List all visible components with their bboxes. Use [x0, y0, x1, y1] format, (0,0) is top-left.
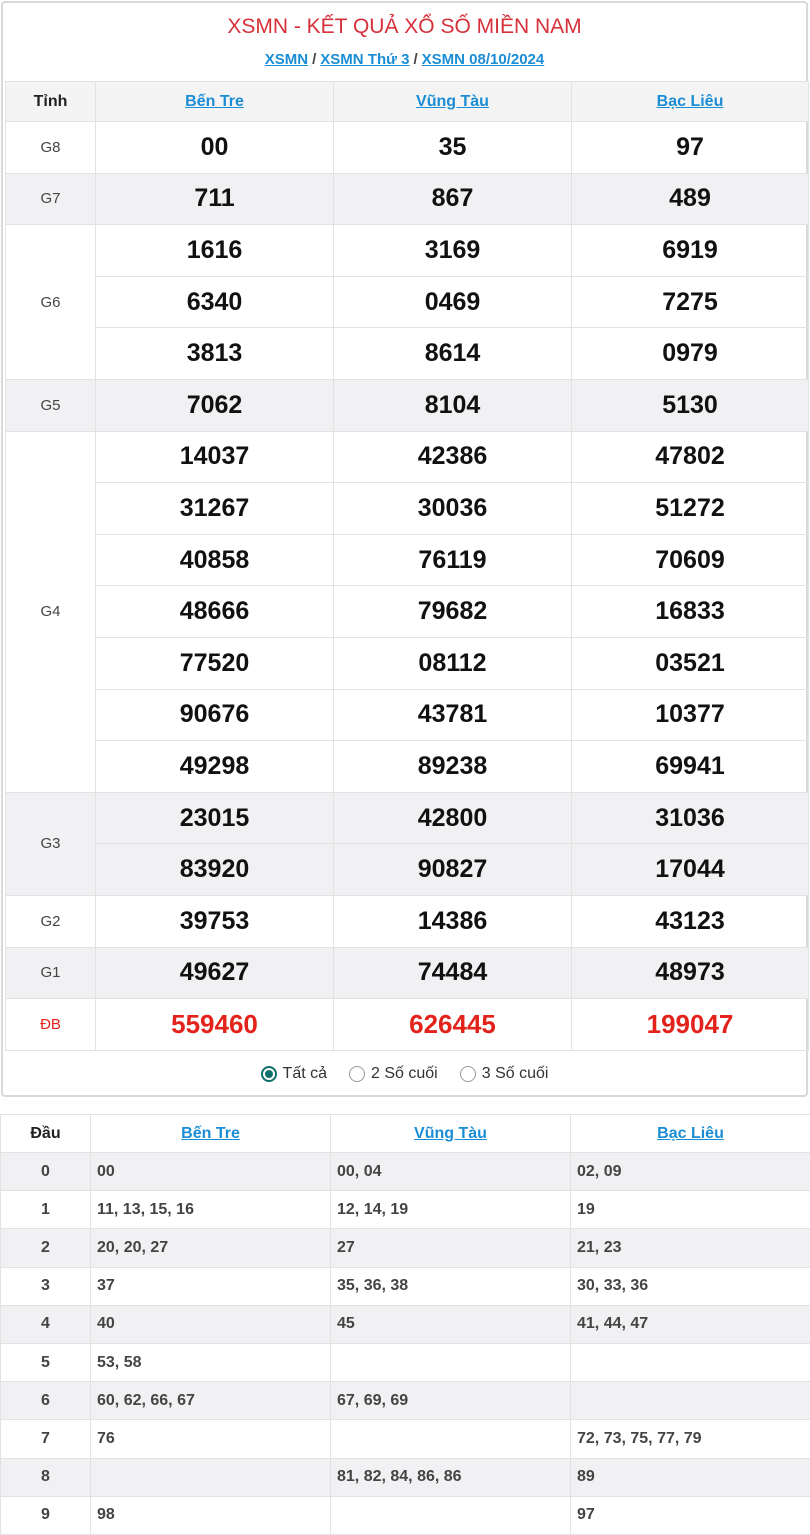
prize-number: 40858	[96, 534, 334, 586]
results-header-row	[6, 82, 809, 122]
prize-number: 39753	[96, 895, 334, 947]
prize-number: 3813	[96, 328, 334, 380]
prize-number: 7275	[572, 276, 809, 328]
filter-option-last-3[interactable]	[460, 1065, 549, 1083]
prize-number: 16833	[572, 586, 809, 638]
head-digit: 8	[1, 1458, 91, 1496]
radio-selected-icon[interactable]	[261, 1066, 277, 1082]
loto-values: 37	[91, 1267, 331, 1305]
head-digit: 3	[1, 1267, 91, 1305]
breadcrumb	[3, 51, 806, 73]
prize-number: 43123	[572, 895, 809, 947]
loto-values	[331, 1343, 571, 1381]
loto-row	[1, 1267, 810, 1305]
prize-row	[6, 792, 809, 844]
loto-values: 20, 20, 27	[91, 1229, 331, 1267]
loto-values: 12, 14, 19	[331, 1191, 571, 1229]
loto-values	[331, 1420, 571, 1458]
prize-row	[6, 328, 809, 380]
page-title: XSMN - KẾT QUẢ XỔ SỐ MIỀN NAM	[3, 15, 806, 41]
loto-values: 60, 62, 66, 67	[91, 1382, 331, 1420]
prize-number: 30036	[334, 483, 572, 535]
breadcrumb-separator: /	[413, 51, 417, 68]
loto-values: 35, 36, 38	[331, 1267, 571, 1305]
prize-number: 90676	[96, 689, 334, 741]
prize-number: 49298	[96, 741, 334, 793]
loto-values: 72, 73, 75, 77, 79	[571, 1420, 810, 1458]
loto-row	[1, 1343, 810, 1381]
prize-label: G6	[6, 225, 96, 380]
breadcrumb-separator: /	[312, 51, 316, 68]
loto-row	[1, 1458, 810, 1496]
prize-number: 8614	[334, 328, 572, 380]
prize-number: 35	[334, 122, 572, 174]
filter-option-label: 3 Số cuối	[482, 1065, 549, 1083]
column-header-head-digit: Đầu	[1, 1115, 91, 1153]
prize-row	[6, 999, 809, 1051]
prize-row	[6, 431, 809, 483]
loto-values: 19	[571, 1191, 810, 1229]
radio-icon[interactable]	[349, 1066, 365, 1082]
loto-row	[1, 1229, 810, 1267]
prize-number: 7062	[96, 379, 334, 431]
province-link[interactable]: Bạc Liêu	[657, 1125, 724, 1142]
prize-number: 867	[334, 173, 572, 225]
prize-number: 89238	[334, 741, 572, 793]
prize-number: 8104	[334, 379, 572, 431]
prize-row	[6, 637, 809, 689]
loto-row	[1, 1496, 810, 1534]
head-digit: 6	[1, 1382, 91, 1420]
prize-number: 6340	[96, 276, 334, 328]
loto-values: 00, 04	[331, 1153, 571, 1191]
loto-values: 67, 69, 69	[331, 1382, 571, 1420]
head-digit: 9	[1, 1496, 91, 1534]
prize-number: 70609	[572, 534, 809, 586]
prize-number: 6919	[572, 225, 809, 277]
filter-option-label: 2 Số cuối	[371, 1065, 438, 1083]
head-digit: 1	[1, 1191, 91, 1229]
results-table	[5, 81, 809, 1051]
prize-row	[6, 225, 809, 277]
loto-row	[1, 1382, 810, 1420]
breadcrumb-link-xsmn[interactable]: XSMN	[265, 51, 308, 68]
loto-values: 11, 13, 15, 16	[91, 1191, 331, 1229]
column-header-province-3	[572, 82, 809, 122]
prize-number: 0979	[572, 328, 809, 380]
prize-number: 83920	[96, 844, 334, 896]
prize-number: 42800	[334, 792, 572, 844]
prize-number: 1616	[96, 225, 334, 277]
prize-number: 69941	[572, 741, 809, 793]
filter-option-last-2[interactable]	[349, 1065, 438, 1083]
prize-number: 49627	[96, 947, 334, 999]
loto-values	[91, 1458, 331, 1496]
prize-row	[6, 122, 809, 174]
loto-head-table	[0, 1114, 810, 1535]
digit-filter	[3, 1063, 806, 1085]
prize-number: 23015	[96, 792, 334, 844]
prize-label: G2	[6, 895, 96, 947]
prize-number: 00	[96, 122, 334, 174]
filter-option-all[interactable]	[261, 1065, 327, 1083]
loto-values: 89	[571, 1458, 810, 1496]
prize-number: 48666	[96, 586, 334, 638]
prize-number: 79682	[334, 586, 572, 638]
loto-row	[1, 1305, 810, 1343]
loto-values: 76	[91, 1420, 331, 1458]
loto-values	[571, 1343, 810, 1381]
prize-number: 51272	[572, 483, 809, 535]
province-link[interactable]: Vũng Tàu	[416, 93, 489, 110]
prize-number: 14037	[96, 431, 334, 483]
province-link[interactable]: Vũng Tàu	[414, 1125, 487, 1142]
prize-number: 199047	[572, 999, 809, 1051]
loto-values: 98	[91, 1496, 331, 1534]
prize-number: 77520	[96, 637, 334, 689]
prize-label: G7	[6, 173, 96, 225]
province-link[interactable]: Bến Tre	[185, 93, 244, 110]
prize-label: ĐB	[6, 999, 96, 1051]
prize-row	[6, 534, 809, 586]
prize-number: 47802	[572, 431, 809, 483]
column-header-province: Tỉnh	[6, 82, 96, 122]
loto-values: 45	[331, 1305, 571, 1343]
prize-number: 76119	[334, 534, 572, 586]
loto-values: 97	[571, 1496, 810, 1534]
prize-row	[6, 173, 809, 225]
prize-number: 31036	[572, 792, 809, 844]
loto-column-header-3	[571, 1115, 810, 1153]
loto-column-header-1	[91, 1115, 331, 1153]
loto-values: 53, 58	[91, 1343, 331, 1381]
prize-row	[6, 276, 809, 328]
prize-number: 03521	[572, 637, 809, 689]
prize-row	[6, 895, 809, 947]
loto-values: 41, 44, 47	[571, 1305, 810, 1343]
prize-label: G4	[6, 431, 96, 792]
loto-row	[1, 1191, 810, 1229]
prize-number: 43781	[334, 689, 572, 741]
loto-row	[1, 1420, 810, 1458]
head-digit: 0	[1, 1153, 91, 1191]
loto-values: 40	[91, 1305, 331, 1343]
prize-number: 17044	[572, 844, 809, 896]
prize-number: 559460	[96, 999, 334, 1051]
loto-header-row	[1, 1115, 810, 1153]
prize-label: G5	[6, 379, 96, 431]
prize-label: G3	[6, 792, 96, 895]
head-digit: 2	[1, 1229, 91, 1267]
prize-number: 5130	[572, 379, 809, 431]
breadcrumb-link-weekday[interactable]: XSMN Thứ 3	[320, 51, 409, 68]
prize-number: 3169	[334, 225, 572, 277]
head-digit: 5	[1, 1343, 91, 1381]
head-digit: 4	[1, 1305, 91, 1343]
prize-number: 711	[96, 173, 334, 225]
prize-number: 31267	[96, 483, 334, 535]
results-card	[1, 1, 808, 1097]
prize-row	[6, 689, 809, 741]
loto-values: 30, 33, 36	[571, 1267, 810, 1305]
radio-icon[interactable]	[460, 1066, 476, 1082]
prize-row	[6, 379, 809, 431]
prize-number: 48973	[572, 947, 809, 999]
prize-number: 90827	[334, 844, 572, 896]
prize-row	[6, 844, 809, 896]
prize-number: 0469	[334, 276, 572, 328]
prize-row	[6, 741, 809, 793]
prize-number: 97	[572, 122, 809, 174]
loto-values: 21, 23	[571, 1229, 810, 1267]
prize-number: 14386	[334, 895, 572, 947]
loto-values: 02, 09	[571, 1153, 810, 1191]
province-link[interactable]: Bạc Liêu	[657, 93, 724, 110]
prize-number: 489	[572, 173, 809, 225]
loto-row	[1, 1153, 810, 1191]
province-link[interactable]: Bến Tre	[181, 1125, 240, 1142]
prize-number: 08112	[334, 637, 572, 689]
loto-values	[571, 1382, 810, 1420]
loto-values: 27	[331, 1229, 571, 1267]
prize-row	[6, 483, 809, 535]
filter-option-label: Tất cả	[283, 1065, 327, 1083]
prize-label: G8	[6, 122, 96, 174]
column-header-province-1	[96, 82, 334, 122]
prize-number: 10377	[572, 689, 809, 741]
prize-number: 74484	[334, 947, 572, 999]
prize-number: 42386	[334, 431, 572, 483]
prize-row	[6, 586, 809, 638]
column-header-province-2	[334, 82, 572, 122]
prize-number: 626445	[334, 999, 572, 1051]
loto-values: 00	[91, 1153, 331, 1191]
loto-values: 81, 82, 84, 86, 86	[331, 1458, 571, 1496]
prize-label: G1	[6, 947, 96, 999]
prize-row	[6, 947, 809, 999]
loto-column-header-2	[331, 1115, 571, 1153]
breadcrumb-link-date[interactable]: XSMN 08/10/2024	[422, 51, 545, 68]
head-digit: 7	[1, 1420, 91, 1458]
loto-values	[331, 1496, 571, 1534]
